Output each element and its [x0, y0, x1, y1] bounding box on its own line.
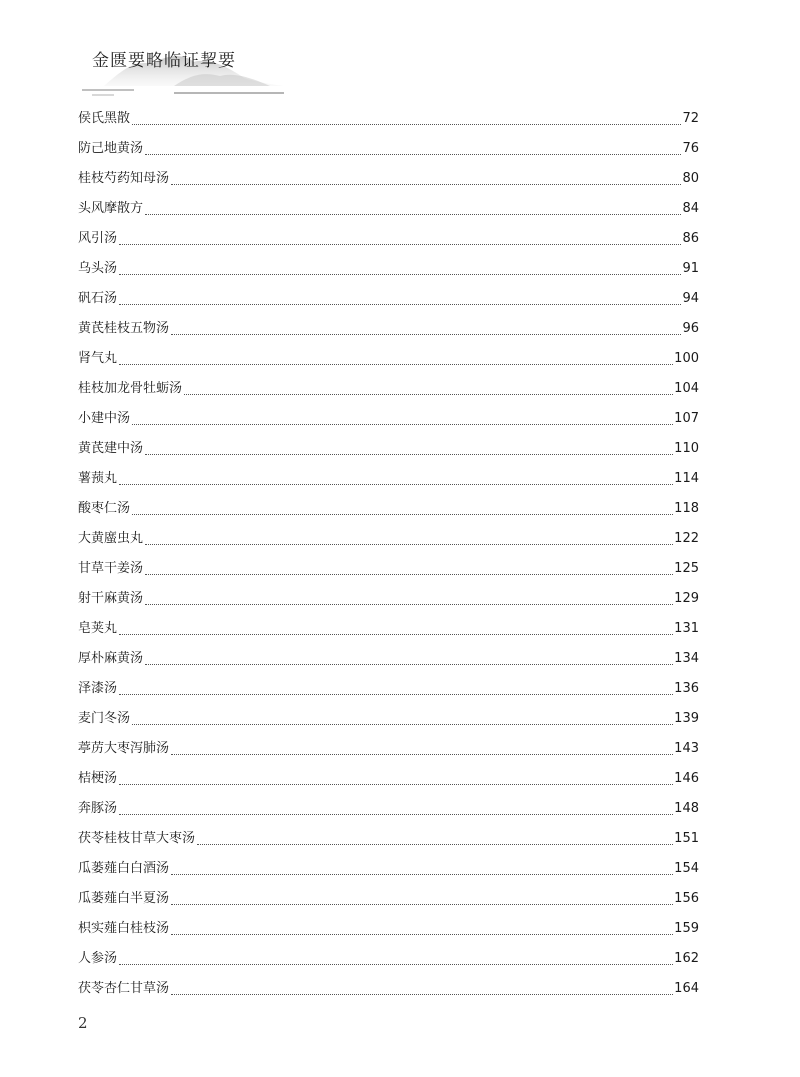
dot-leader — [145, 214, 681, 215]
toc-entry-title: 甘草干姜汤 — [78, 561, 144, 576]
toc-entry-page: 143 — [674, 741, 699, 756]
toc-entry[interactable] — [78, 554, 699, 584]
dot-leader — [184, 394, 673, 395]
toc-entry-page: 148 — [674, 801, 699, 816]
toc-entry-title: 桂枝加龙骨牡蛎汤 — [78, 381, 183, 396]
dot-leader — [171, 904, 673, 905]
toc-entry-page: 80 — [682, 171, 699, 186]
toc-entry[interactable] — [78, 494, 699, 524]
toc-entry[interactable] — [78, 944, 699, 974]
dot-leader — [145, 154, 681, 155]
toc-entry-page: 122 — [674, 531, 699, 546]
toc-entry-title: 矾石汤 — [78, 291, 118, 306]
toc-entry[interactable] — [78, 284, 699, 314]
toc-entry-title: 瓜蒌薤白白酒汤 — [78, 861, 170, 876]
dot-leader — [132, 514, 673, 515]
toc-entry-title: 奔豚汤 — [78, 801, 118, 816]
toc-entry-title: 黄芪建中汤 — [78, 441, 144, 456]
dot-leader — [119, 694, 673, 695]
toc-entry-page: 76 — [682, 141, 699, 156]
toc-entry[interactable] — [78, 254, 699, 284]
toc-entry[interactable] — [78, 764, 699, 794]
page-number: 2 — [78, 1014, 88, 1032]
toc-entry-page: 96 — [682, 321, 699, 336]
dot-leader — [171, 994, 673, 995]
toc-entry-page: 86 — [682, 231, 699, 246]
toc-entry[interactable] — [78, 794, 699, 824]
toc-entry[interactable] — [78, 134, 699, 164]
dot-leader — [171, 334, 681, 335]
toc-entry[interactable] — [78, 584, 699, 614]
toc-entry-page: 110 — [674, 441, 699, 456]
toc-entry-page: 94 — [682, 291, 699, 306]
toc-entry-title: 酸枣仁汤 — [78, 501, 131, 516]
toc-entry[interactable] — [78, 434, 699, 464]
toc-entry[interactable] — [78, 344, 699, 374]
toc-entry-title: 乌头汤 — [78, 261, 118, 276]
toc-entry[interactable] — [78, 854, 699, 884]
dot-leader — [171, 754, 673, 755]
dot-leader — [119, 484, 673, 485]
toc-entry[interactable] — [78, 374, 699, 404]
dot-leader — [171, 874, 673, 875]
toc-entry-title: 人参汤 — [78, 951, 118, 966]
toc-entry[interactable] — [78, 704, 699, 734]
toc-entry-title: 薯蓣丸 — [78, 471, 118, 486]
toc-entry[interactable] — [78, 974, 699, 1004]
dot-leader — [119, 364, 673, 365]
toc-entry-title: 侯氏黑散 — [78, 111, 131, 126]
dot-leader — [119, 634, 673, 635]
toc-entry-page: 107 — [674, 411, 699, 426]
toc-entry-page: 139 — [674, 711, 699, 726]
toc-entry-page: 146 — [674, 771, 699, 786]
dot-leader — [119, 244, 681, 245]
toc-entry-title: 头风摩散方 — [78, 201, 144, 216]
toc-entry-page: 151 — [674, 831, 699, 846]
toc-entry-page: 134 — [674, 651, 699, 666]
toc-entry-page: 91 — [682, 261, 699, 276]
toc-entry[interactable] — [78, 314, 699, 344]
toc-entry-title: 防己地黄汤 — [78, 141, 144, 156]
toc-entry-page: 154 — [674, 861, 699, 876]
toc-entry-page: 84 — [682, 201, 699, 216]
dot-leader — [132, 724, 673, 725]
page-header — [0, 0, 800, 100]
dot-leader — [119, 964, 673, 965]
toc-entry[interactable] — [78, 104, 699, 134]
toc-entry[interactable] — [78, 614, 699, 644]
toc-entry-title: 黄芪桂枝五物汤 — [78, 321, 170, 336]
toc-entry-page: 164 — [674, 981, 699, 996]
toc-entry-title: 皂荚丸 — [78, 621, 118, 636]
toc-entry-title: 厚朴麻黄汤 — [78, 651, 144, 666]
toc-entry-page: 162 — [674, 951, 699, 966]
dot-leader — [171, 934, 673, 935]
toc-entry-title: 小建中汤 — [78, 411, 131, 426]
toc-entry-page: 131 — [674, 621, 699, 636]
toc-entry-page: 159 — [674, 921, 699, 936]
toc-entry-title: 麦门冬汤 — [78, 711, 131, 726]
toc-entry-title: 桔梗汤 — [78, 771, 118, 786]
toc-entry[interactable] — [78, 224, 699, 254]
dot-leader — [119, 304, 681, 305]
toc-entry-title: 枳实薤白桂枝汤 — [78, 921, 170, 936]
dot-leader — [145, 664, 673, 665]
toc-entry-page: 136 — [674, 681, 699, 696]
dot-leader — [145, 604, 673, 605]
toc-entry[interactable] — [78, 194, 699, 224]
dot-leader — [145, 544, 673, 545]
toc-entry[interactable] — [78, 464, 699, 494]
toc-entry[interactable] — [78, 824, 699, 854]
toc-entry-title: 葶苈大枣泻肺汤 — [78, 741, 170, 756]
toc-entry-page: 72 — [682, 111, 699, 126]
toc-entry-title: 肾气丸 — [78, 351, 118, 366]
toc-entry[interactable] — [78, 524, 699, 554]
toc-entry[interactable] — [78, 674, 699, 704]
dot-leader — [119, 814, 673, 815]
dot-leader — [145, 574, 673, 575]
toc-entry-title: 茯苓杏仁甘草汤 — [78, 981, 170, 996]
toc-entry-page: 156 — [674, 891, 699, 906]
toc-entry-page: 114 — [674, 471, 699, 486]
toc-entry-title: 瓜蒌薤白半夏汤 — [78, 891, 170, 906]
table-of-contents — [78, 104, 699, 1004]
dot-leader — [132, 424, 673, 425]
dot-leader — [171, 184, 681, 185]
toc-entry-page: 129 — [674, 591, 699, 606]
toc-entry-title: 桂枝芍药知母汤 — [78, 171, 170, 186]
toc-entry[interactable] — [78, 164, 699, 194]
toc-entry-page: 104 — [674, 381, 699, 396]
toc-entry-page: 125 — [674, 561, 699, 576]
toc-entry-title: 风引汤 — [78, 231, 118, 246]
toc-entry-title: 泽漆汤 — [78, 681, 118, 696]
toc-entry-title: 茯苓桂枝甘草大枣汤 — [78, 831, 196, 846]
dot-leader — [119, 784, 673, 785]
toc-entry[interactable] — [78, 734, 699, 764]
book-title: 金匮要略临证挈要 — [92, 51, 236, 71]
toc-entry-page: 100 — [674, 351, 699, 366]
toc-entry-title: 射干麻黄汤 — [78, 591, 144, 606]
dot-leader — [119, 274, 681, 275]
dot-leader — [145, 454, 673, 455]
toc-entry-title: 大黄䗪虫丸 — [78, 531, 144, 546]
toc-entry[interactable] — [78, 404, 699, 434]
toc-entry[interactable] — [78, 884, 699, 914]
toc-entry[interactable] — [78, 644, 699, 674]
dot-leader — [197, 844, 673, 845]
dot-leader — [132, 124, 681, 125]
toc-entry[interactable] — [78, 914, 699, 944]
toc-entry-page: 118 — [674, 501, 699, 516]
